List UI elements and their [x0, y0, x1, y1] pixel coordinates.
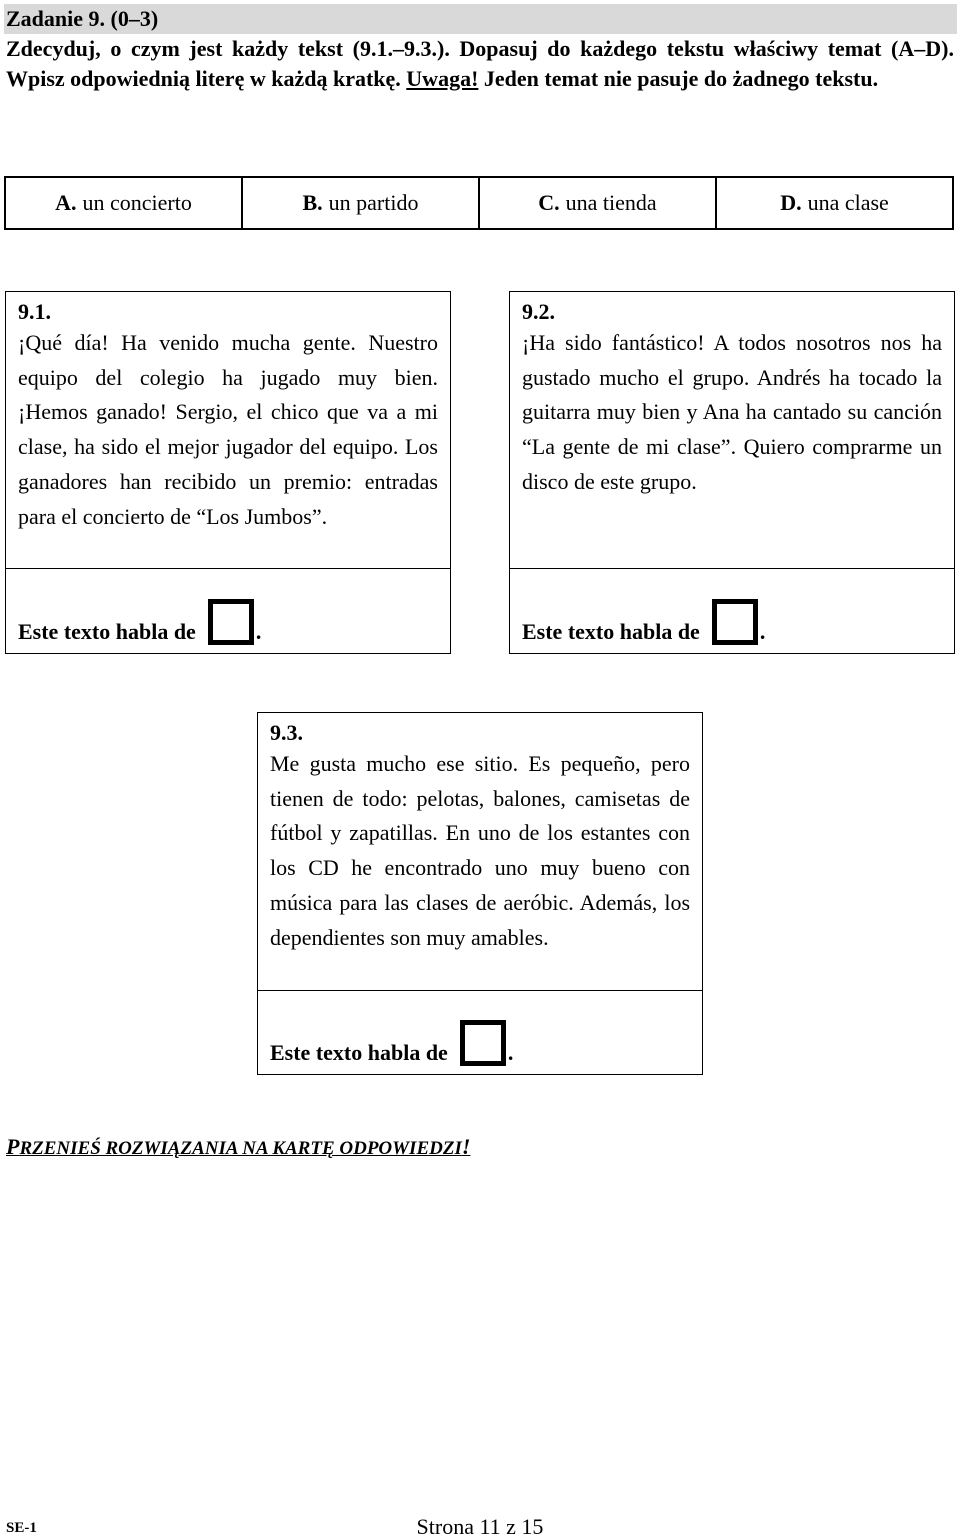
note-exclamation: ! [461, 1134, 471, 1159]
text-content: ¡Ha sido fantástico! A todos nosotros nos ha gustado mucho el grupo. Andrés ha tocado la guitarra muy bien y Ana ha cantado su canción “La gente de mi clase”. Quiero comprarme un disco de este grupo. [522, 330, 942, 494]
answer-prompt: Este texto habla de [18, 619, 196, 644]
note-first-letter: P [6, 1134, 20, 1159]
text-number: 9.1. [18, 299, 51, 324]
instructions-warning: Uwaga! [406, 66, 479, 91]
topic-label: un partido [328, 190, 419, 215]
topic-label: una tienda [565, 190, 657, 215]
instructions-rest: Jeden temat nie pasuje do żadnego tekstu. [478, 66, 879, 91]
text-box-9-2 [509, 291, 955, 654]
answer-box-9-1[interactable] [208, 599, 254, 645]
answer-period: . [255, 619, 262, 644]
task-instructions [6, 34, 954, 94]
instructions-main: Zdecyduj, o czym jest każdy tekst (9.1.–9.3.). Dopasuj do każdego tekstu właściwy temat (A–D). Wpisz odpowiednią literę w każdą kratkę. [6, 36, 954, 91]
topic-label: un concierto [82, 190, 192, 215]
text-box-9-1 [5, 291, 451, 654]
answer-row [522, 599, 765, 645]
text-number: 9.2. [522, 299, 555, 324]
topic-letter: B. [302, 190, 323, 215]
topic-letter: D. [780, 190, 802, 215]
text-content: ¡Qué día! Ha venido mucha gente. Nuestro equipo del colegio ha jugado muy bien. ¡Hemos ganado! Sergio, el chico que va a mi clase, ha sido el mejor jugador del equipo. Los ganadores han recibido un premio: entradas para el concierto de “Los Jumbos”. [18, 330, 438, 529]
answer-prompt: Este texto habla de [522, 619, 700, 644]
topic-letter: A. [55, 190, 77, 215]
answer-row [18, 599, 261, 645]
topic-c [480, 178, 717, 228]
text-body [510, 292, 954, 569]
text-body [6, 292, 450, 569]
answer-box-9-3[interactable] [460, 1020, 506, 1066]
topic-b [243, 178, 480, 228]
text-number: 9.3. [270, 720, 303, 745]
answer-prompt: Este texto habla de [270, 1040, 448, 1065]
text-content: Me gusta mucho ese sitio. Es pequeño, pero tienen de todo: pelotas, balones, camisetas de fútbol y zapatillas. En uno de los estantes con los CD he encontrado uno muy bueno con música para las clases de aeróbic. Además, los dependientes son muy amables. [270, 751, 690, 950]
topic-d [717, 178, 952, 228]
text-box-9-3 [257, 712, 703, 1075]
answer-period: . [507, 1040, 514, 1065]
answer-box-9-2[interactable] [712, 599, 758, 645]
answer-row [270, 1020, 513, 1066]
answer-period: . [759, 619, 766, 644]
note-text: RZENIEŚ ROZWIĄZANIA NA KARTĘ ODPOWIEDZI [19, 1138, 462, 1159]
page-number: Strona 11 z 15 [416, 1514, 544, 1539]
topic-label: una clase [807, 190, 889, 215]
topic-a [6, 178, 243, 228]
task-title: Zadanie 9. (0–3) [6, 6, 159, 31]
text-body [258, 713, 702, 991]
topics-table [4, 176, 954, 230]
transfer-answers-note [6, 1134, 470, 1160]
topic-letter: C. [538, 190, 560, 215]
exam-code: SE-1 [6, 1520, 37, 1536]
